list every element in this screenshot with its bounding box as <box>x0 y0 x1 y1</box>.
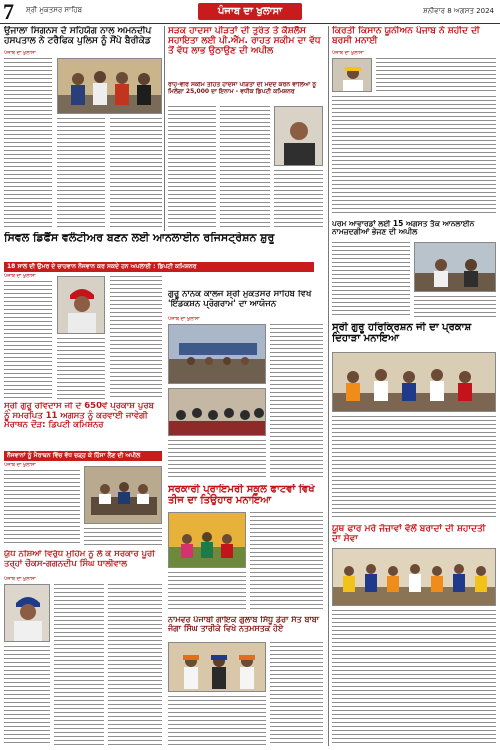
story-3-column-a <box>376 58 496 92</box>
story-2-column-a <box>168 106 216 230</box>
story-10-column-a <box>54 584 104 746</box>
date-line: ਸ਼ਨੀਵਾਰ 8 ਅਗਸਤ 2024 <box>423 7 494 15</box>
school-event-photo-icon <box>169 513 246 568</box>
story-7-headline: ਸ੍ਰੀ ਗੁਰੂ ਰਵਿਦਾਸ ਜੀ ਦੇ 650ਵੇਂ ਪ੍ਰਕਾਸ਼ ਪੁਰਬ ਨੂੰ ਸਮਰਪਿਤ 11 ਅਗਸਤ ਨੂੰ ਕਰਵਾਈ ਜਾਵੇਗੀ ਮੈਰਾਥਨ ਦੌੜ: ਡਿਪਟੀ ਕਮਿਸ਼ਨਰ <box>4 402 154 431</box>
story-10-portrait <box>4 584 50 642</box>
column-divider-1 <box>164 26 165 231</box>
story-10-column-b <box>4 646 50 746</box>
story-7-column-b <box>84 528 162 546</box>
story-1-photo <box>57 58 162 114</box>
story-9-photo <box>168 512 246 568</box>
story-12-headline: ਯੂਥ ਫਾਰ ਮਰੇ ਜੋਜ਼ਾਵਾਂ ਵੱਲੋਂ ਬਰਾਦਾਂ ਦੀ ਸ਼ਹਾਦਤੀ ਦਾ ਸੇਵਾ <box>332 524 486 545</box>
story-4-column-a <box>4 281 52 399</box>
section-title: ਪੰਜਾਬ ਦਾ ਖੁਲਾਸਾ <box>198 3 302 20</box>
politician-portrait-icon <box>5 585 50 642</box>
byline-4: ਪੰਜਾਬ ਦਾ ਖੁਲਾਸਾ <box>4 576 36 582</box>
story-3-photo <box>332 58 372 92</box>
story-3-column-b <box>332 96 496 216</box>
story-8-column-a <box>332 416 496 520</box>
story-4-column-c <box>110 276 162 399</box>
farmer-portrait-icon <box>333 59 372 92</box>
story-6-column-b <box>414 296 496 318</box>
story-2-subhead: ਰਾਹ-ਵੀਰ ਸਕੀਮ ਤਹਿਤ ਹਾਦਸਾ ਪੀੜਤਾਂ ਦੀ ਮਦਦ ਕਰਨ ਵਾਲਿਆਂ ਨੂੰ ਮਿਲੇਗਾ 25,000 ਦਾ ਇਨਾਮ - ਵਧੀਕ ਡਿਪਟੀ ਕਮਿਸ਼ਨਰ <box>168 82 317 95</box>
story-1-column-b <box>57 118 105 228</box>
byline-6: ਪੰਜਾਬ ਦਾ ਖੁਲਾਸਾ <box>332 50 364 56</box>
story-9-headline: ਸਰਕਾਰੀ ਪ੍ਰਾਇਮਰੀ ਸਕੂਲ ਫਾਟਵਾਂ ਵਿਖੇ ਤੀਜ ਦਾ ਤਿਉਹਾਰ ਮਨਾਇਆ <box>168 484 315 507</box>
story-5-photo-2 <box>168 388 266 436</box>
story-1-column-c <box>110 118 162 228</box>
office-photo-icon <box>415 243 496 292</box>
story-11-photo <box>168 642 266 692</box>
story-2-column-b <box>220 106 270 230</box>
story-4-headline: ਸਿਵਲ ਡਿਫੈਂਸ ਵਲੰਟੀਅਰ ਬਣਨ ਲਈ ਆਨਲਾਈਨ ਰਜਿਸਟ੍ਰੇਸ਼ਨ ਸ਼ੁਰੂ <box>4 232 275 244</box>
story-8-photo <box>332 352 496 412</box>
byline-2: ਪੰਜਾਬ ਦਾ ਖੁਲਾਸਾ <box>4 273 36 279</box>
story-10-column-c <box>108 584 162 746</box>
story-10-headline: ਯੁੱਧ ਨਸ਼ਿਆਂ ਵਿਰੁੱਧ ਮੁਹਿੰਮ ਨੂੰ ਲੈ ਕੇ ਸਰਕਾਰ ਪੂਰੀ ਤਰ੍ਹਾਂ ਚੌਕਸ-ਗਗਨਦੀਪ ਸਿੰਘ ਧਾਲੀਵਾਲ <box>4 550 155 569</box>
story-7-photo <box>84 466 162 524</box>
story-4-column-b <box>57 338 105 399</box>
official-portrait-icon <box>275 107 323 166</box>
story-2-column-c <box>274 170 323 230</box>
column-divider-2 <box>328 26 329 746</box>
story-6-subhead: ਪਰਮ ਆਵਾਰਡਾਂ ਲਈ 15 ਅਗਸਤ ਤੱਕ ਆਨਲਾਈਨ ਨਾਮਜ਼ਦਗੀਆਂ ਭੇਜਣ ਦੀ ਅਪੀਲ <box>332 220 475 237</box>
story-1-column-a <box>4 58 52 228</box>
story-5-column-b <box>168 440 266 480</box>
college-event-photo-icon <box>169 325 266 384</box>
audience-photo-icon <box>169 389 266 436</box>
story-3-headline: ਕਿਰਤੀ ਕਿਸਾਨ ਯੂਨੀਅਨ ਪੰਜਾਬ ਨੇ ਸ਼ਹੀਦ ਦੀ ਬਰਸੀ ਮਨਾਈ <box>332 26 480 47</box>
story-11-column-a <box>270 642 323 746</box>
byline-1: ਪੰਜਾਬ ਦਾ ਖੁਲਾਸਾ <box>4 50 36 56</box>
byline-3: ਪੰਜਾਬ ਦਾ ਖੁਲਾਸਾ <box>4 462 36 468</box>
story-8-headline: ਸ੍ਰੀ ਗੁਰੂ ਹਰਿਕ੍ਰਿਸ਼ਨ ਜੀ ਦਾ ਪ੍ਰਕਾਸ਼ ਦਿਹਾੜਾ ਮਨਾਇਆ <box>332 322 472 345</box>
story-2-headline: ਸੜਕ ਹਾਦਸਾ ਪੀੜਤਾਂ ਦੀ ਤੁਰੰਤ ਤੇ ਕੈਸ਼ਲੈੱਸ ਸਹਾਇਤਾ ਲਈ ਪੀ.ਐੱਮ. ਰਾਹਤ ਸਕੀਮ ਦਾ ਵੱਧ ਤੋਂ ਵੱਧ ਲਾਭ ਉਠਾਉਣ ਦੀ ਅਪੀਲ <box>168 26 321 57</box>
story-6-photo <box>414 242 496 292</box>
story-7-column-a <box>4 470 80 546</box>
story-9-column-a <box>250 512 323 612</box>
story-5-headline: ਗੁਰੂ ਨਾਨਕ ਕਾਲਜ ਸ਼੍ਰੀ ਮੁਕਤਸਰ ਸਾਹਿਬ ਵਿਖੇ 'ਇੰਡਕਸ਼ਨ ਪ੍ਰੋਗਰਾਮ' ਦਾ ਆਯੋਜਨ <box>168 290 312 309</box>
story-2-portrait <box>274 106 323 166</box>
gurpurab-celebration-photo-icon <box>333 353 496 412</box>
story-4-deck-bar: 18 ਸਾਲ ਦੀ ਉਮਰ ਦੇ ਚਾਹਵਾਨ ਨੌਜਵਾਨ ਕਰ ਸਕਦੇ ਹਨ ਅਪਲਾਈ : ਡਿਪਟੀ ਕਮਿਸ਼ਨਰ <box>4 262 314 272</box>
meeting-photo-icon <box>85 467 162 524</box>
singer-visit-photo-icon <box>169 643 266 692</box>
byline-5: ਪੰਜਾਬ ਦਾ ਖੁਲਾਸਾ <box>168 316 200 322</box>
story-12-column-a <box>332 610 496 746</box>
story-7-deck-bar: ਨੌਜਵਾਨਾਂ ਨੂੰ ਮੈਰਾਥਨ ਵਿੱਚ ਵੱਧ ਚੜ੍ਹ ਕੇ ਹਿੱਸਾ ਲੈਣ ਦੀ ਅਪੀਲ <box>4 451 162 461</box>
story-11-headline: ਨਾਮਵਰ ਪੰਜਾਬੀ ਗਾਇਕ ਗੁਲਾਬ ਸਿੱਧੂ ਡੇਰਾ ਸੰਤ ਬਾਬਾ ਜੰਗਾ ਸਿੰਘ ਤਾਰੀਕੇ ਵਿਖੇ ਨਤਮਸਤਕ ਹੋਏ <box>168 616 320 633</box>
page-number: 7 <box>3 0 14 24</box>
story-1-headline: ਉਜਾਲਾ ਸਿਗਨਸ ਦੇ ਸਹਿਯੋਗ ਨਾਲ ਅਮਨਦੀਪ ਹਸਪਤਾਲ ਨੇ ਟਰੈਫਿਕ ਪੁਲਿਸ ਨੂੰ ਸੌਂਪੇ ਬੈਰੀਕੇਡ <box>4 26 152 47</box>
youth-gathering-photo-icon <box>333 549 496 606</box>
story-9-column-b <box>168 572 246 612</box>
story-6-column-a <box>332 242 410 318</box>
story-12-photo <box>332 548 496 606</box>
story-5-column-a <box>270 324 323 480</box>
paper-name: ਸ਼੍ਰੀ ਮੁਕਤਸਰ ਸਾਹਿਬ <box>26 6 83 14</box>
story-4-portrait <box>57 276 105 334</box>
story-5-photo <box>168 324 266 384</box>
story-11-column-b <box>168 696 266 746</box>
officer-portrait-icon <box>58 277 105 334</box>
masthead <box>0 0 500 24</box>
people-photo-icon <box>58 59 162 114</box>
